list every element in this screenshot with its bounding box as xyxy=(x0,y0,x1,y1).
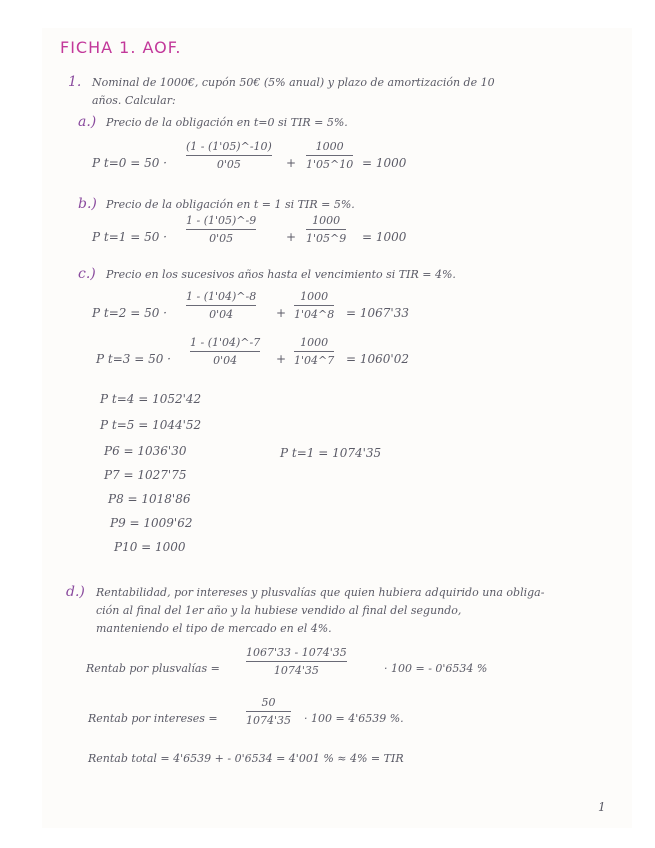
rentab-intereses-num: 50 xyxy=(261,696,276,709)
rentab-plusvalias-den: 1074'35 xyxy=(273,664,319,677)
part-c-eq2-plus: + xyxy=(276,352,287,366)
part-b-num1: 1 - (1'05)^-9 xyxy=(186,214,257,227)
price-t7: P7 = 1027'75 xyxy=(104,468,187,482)
part-a-text: Precio de la obligación en t=0 si TIR = 5%. xyxy=(106,116,348,129)
problem-text-line1: Nominal de 1000€, cupón 50€ (5% anual) y plazo de amortización de 10 xyxy=(92,76,495,89)
part-c-eq2-lhs: P t=3 = 50 · xyxy=(96,352,171,366)
part-b-fraction-2 xyxy=(306,214,346,245)
part-c-text: Precio en los sucesivos años hasta el vencimiento si TIR = 4%. xyxy=(106,268,456,281)
rentab-plusvalias-num: 1067'33 - 1074'35 xyxy=(246,646,347,659)
page-number: 1 xyxy=(598,800,606,814)
part-c-eq1-plus: + xyxy=(276,306,287,320)
price-t10: P10 = 1000 xyxy=(114,540,186,554)
part-c-eq2-result: = 1060'02 xyxy=(346,352,409,366)
part-c-eq1-fraction-1 xyxy=(186,290,256,321)
part-b-den2: 1'05^9 xyxy=(306,232,347,245)
part-b-result: = 1000 xyxy=(362,230,407,244)
part-a-num1: (1 - (1'05)^-10) xyxy=(186,140,272,153)
rentab-intereses-den: 1074'35 xyxy=(246,714,292,727)
part-a-fraction-2 xyxy=(306,140,353,171)
part-d-text-line2: ción al final del 1er año y la hubiese vendido al final del segundo, xyxy=(96,604,462,617)
problem-text-line2: años. Calcular: xyxy=(92,94,176,107)
part-c-eq1-num2: 1000 xyxy=(300,290,329,303)
part-b-plus: + xyxy=(286,230,297,244)
price-t5: P t=5 = 1044'52 xyxy=(100,418,202,432)
part-c-eq1-num1: 1 - (1'04)^-8 xyxy=(186,290,257,303)
part-c-eq2-fraction-1 xyxy=(190,336,260,367)
part-b-den1: 0'05 xyxy=(209,232,234,245)
part-a-den2: 1'05^10 xyxy=(306,158,354,171)
problem-number: 1. xyxy=(68,74,82,90)
part-d-text-line1: Rentabilidad, por intereses y plusvalías que quien hubiera adquirido una obliga- xyxy=(96,586,545,599)
rentab-plusvalias-label: Rentab por plusvalías = xyxy=(86,662,220,675)
part-c-label: c.) xyxy=(78,266,96,282)
part-c-eq1-den2: 1'04^8 xyxy=(294,308,335,321)
rentab-total: Rentab total = 4'6539 + - 0'6534 = 4'001 % ≈ 4% = TIR xyxy=(88,752,404,765)
part-c-eq2-num2: 1000 xyxy=(300,336,329,349)
part-c-eq2-den2: 1'04^7 xyxy=(294,354,335,367)
part-c-eq1-lhs: P t=2 = 50 · xyxy=(92,306,167,320)
part-b-label: b.) xyxy=(78,196,97,212)
part-b-lhs: P t=1 = 50 · xyxy=(92,230,167,244)
part-c-eq1-result: = 1067'33 xyxy=(346,306,409,320)
price-t1-side: P t=1 = 1074'35 xyxy=(280,446,382,460)
part-a-label: a.) xyxy=(78,114,97,130)
price-t8: P8 = 1018'86 xyxy=(108,492,191,506)
part-b-fraction-1 xyxy=(186,214,256,245)
rentab-plusvalias-fraction xyxy=(246,646,347,677)
part-b-num2: 1000 xyxy=(312,214,341,227)
part-b-text: Precio de la obligación en t = 1 si TIR = 5%. xyxy=(106,198,355,211)
part-a-lhs: P t=0 = 50 · xyxy=(92,156,167,170)
part-c-eq2-fraction-2 xyxy=(294,336,334,367)
rentab-intereses-label: Rentab por intereses = xyxy=(88,712,218,725)
part-c-eq1-den1: 0'04 xyxy=(209,308,234,321)
price-t9: P9 = 1009'62 xyxy=(110,516,193,530)
part-a-plus: + xyxy=(286,156,297,170)
price-t4: P t=4 = 1052'42 xyxy=(100,392,202,406)
part-c-eq1-fraction-2 xyxy=(294,290,334,321)
price-t6: P6 = 1036'30 xyxy=(104,444,187,458)
part-a-fraction-1 xyxy=(186,140,272,171)
page-title: FICHA 1. AOF. xyxy=(60,38,182,57)
part-a-num2: 1000 xyxy=(315,140,344,153)
part-a-den1: 0'05 xyxy=(216,158,241,171)
rentab-intereses-result: · 100 = 4'6539 %. xyxy=(304,712,404,725)
part-d-text-line3: manteniendo el tipo de mercado en el 4%. xyxy=(96,622,332,635)
part-c-eq2-den1: 0'04 xyxy=(213,354,238,367)
part-d-label: d.) xyxy=(66,584,85,600)
part-a-result: = 1000 xyxy=(362,156,407,170)
rentab-plusvalias-result: · 100 = - 0'6534 % xyxy=(384,662,488,675)
part-c-eq2-num1: 1 - (1'04)^-7 xyxy=(190,336,261,349)
rentab-intereses-fraction xyxy=(246,696,291,727)
